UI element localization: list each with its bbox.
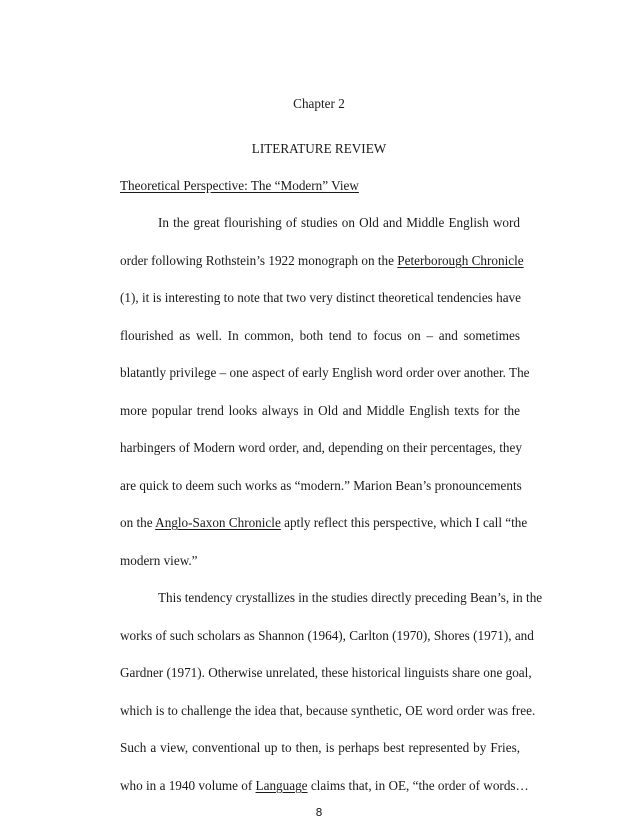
paragraph-1-line-10: modern view.” xyxy=(120,553,198,568)
work-title-peterborough: Peterborough Chronicle xyxy=(397,253,524,268)
paragraph-1-line-3: (1), it is interesting to note that two very distinct theoretical tendencies have xyxy=(120,290,522,305)
page-number: 8 xyxy=(315,806,323,819)
paragraph-1-line-8: are quick to deem such works as “modern.” Marion Bean’s pronouncements xyxy=(120,478,522,493)
paragraph-2-line-6 xyxy=(120,777,529,795)
paragraph-1-line-2 xyxy=(120,252,524,270)
paragraph-2-line-5: Such a view, conventional up to then, is perhaps best represented by Fries, xyxy=(120,740,520,755)
chapter-title: LITERATURE REVIEW xyxy=(251,141,387,156)
paragraph-1-line-1: In the great flourishing of studies on Old and Middle English word xyxy=(158,215,520,230)
paragraph-2-line-2: works of such scholars as Shannon (1964), Carlton (1970), Shores (1971), and xyxy=(120,628,534,643)
paragraph-2-line-3: Gardner (1971). Otherwise unrelated, these historical linguists share one goal, xyxy=(120,665,532,680)
text-run: order following Rothstein’s 1922 monograph on the xyxy=(120,253,398,268)
text-run: on the xyxy=(120,515,156,530)
text-run: who in a 1940 volume of xyxy=(120,778,256,793)
paragraph-1-line-4: flourished as well. In common, both tend to focus on – and sometimes xyxy=(120,328,520,343)
paragraph-2-line-1: This tendency crystallizes in the studies directly preceding Bean’s, in the xyxy=(158,590,543,605)
paragraph-1-line-6: more popular trend looks always in Old and Middle English texts for the xyxy=(120,403,520,418)
paragraph-1-line-9 xyxy=(120,514,528,532)
paragraph-1-line-7: harbingers of Modern word order, and, depending on their percentages, they xyxy=(120,440,522,455)
chapter-label: Chapter 2 xyxy=(293,96,345,111)
section-subheading: Theoretical Perspective: The “Modern” View xyxy=(120,178,359,193)
work-title-language: Language xyxy=(255,778,308,793)
work-title-anglo-saxon: Anglo-Saxon Chronicle xyxy=(155,515,281,530)
paragraph-2-line-4: which is to challenge the idea that, because synthetic, OE word order was free. xyxy=(120,703,536,718)
text-run: aptly reflect this perspective, which I call “the xyxy=(280,515,528,530)
text-run: claims that, in OE, “the order of words… xyxy=(307,778,529,793)
paragraph-1-line-5: blatantly privilege – one aspect of early English word order over another. The xyxy=(120,365,530,380)
